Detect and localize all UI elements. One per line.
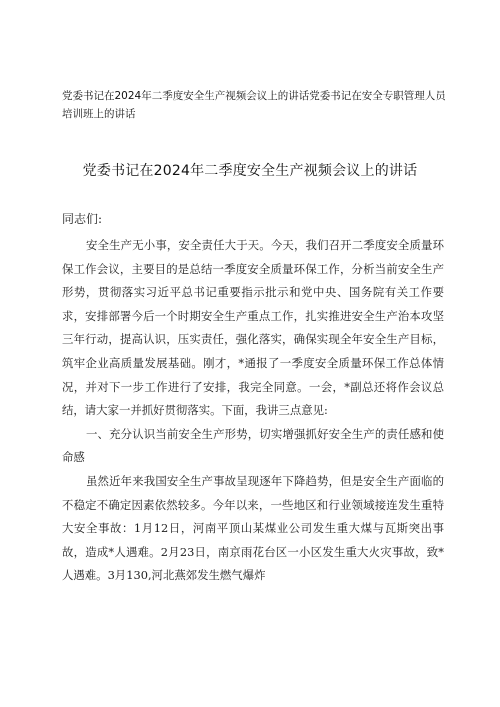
paragraph-situation: 虽然近年来我国安全生产事故呈现逐年下降趋势，但是安全生产面临的不稳定不确定因素依然较多。今年以来，一些地区和行业领域接连发生重特大安全事故：1月12日，河南平顶山某煤业公司发生重大煤与瓦斯突出事故，造成*人遇难。2月23日，南京雨花台区一小区发生重大火灾事故，致*人遇难。3月130,河北燕郊发生燃气爆炸 <box>62 473 444 583</box>
salutation: 同志们: <box>62 212 103 226</box>
section-heading-1: 一、充分认识当前安全生产形势，切实增强抓好安全生产的责任感和使命感 <box>62 426 444 465</box>
document-title: 党委书记在2024年二季度安全生产视频会议上的讲话 <box>82 163 418 179</box>
document-body <box>62 234 444 588</box>
document-header-title: 党委书记在2024年二季度安全生产视频会议上的讲话党委书记在安全专职管理人员培训班上的讲话 <box>62 90 446 120</box>
paragraph-intro: 安全生产无小事，安全责任大于天。今天，我们召开二季度安全质量环保工作会议，主要目的是总结一季度安全质量环保工作，分析当前安全生产形势，贯彻落实习近平总书记重要指示批示和党中央、国务院有关工作要求，安排部署今后一个时期安全生产重点工作，扎实推进安全生产治本攻坚三年行动，提高认识，压实责任，强化落实，确保实现全年安全生产目标，筑牢企业高质量发展基础。刚才，*通报了一季度安全质量环保工作总体情况，并对下一步工作进行了安排，我完全同意。一会，*副总还将作会议总结，请大家一并抓好贯彻落实。下面，我讲三点意见: <box>62 238 444 418</box>
